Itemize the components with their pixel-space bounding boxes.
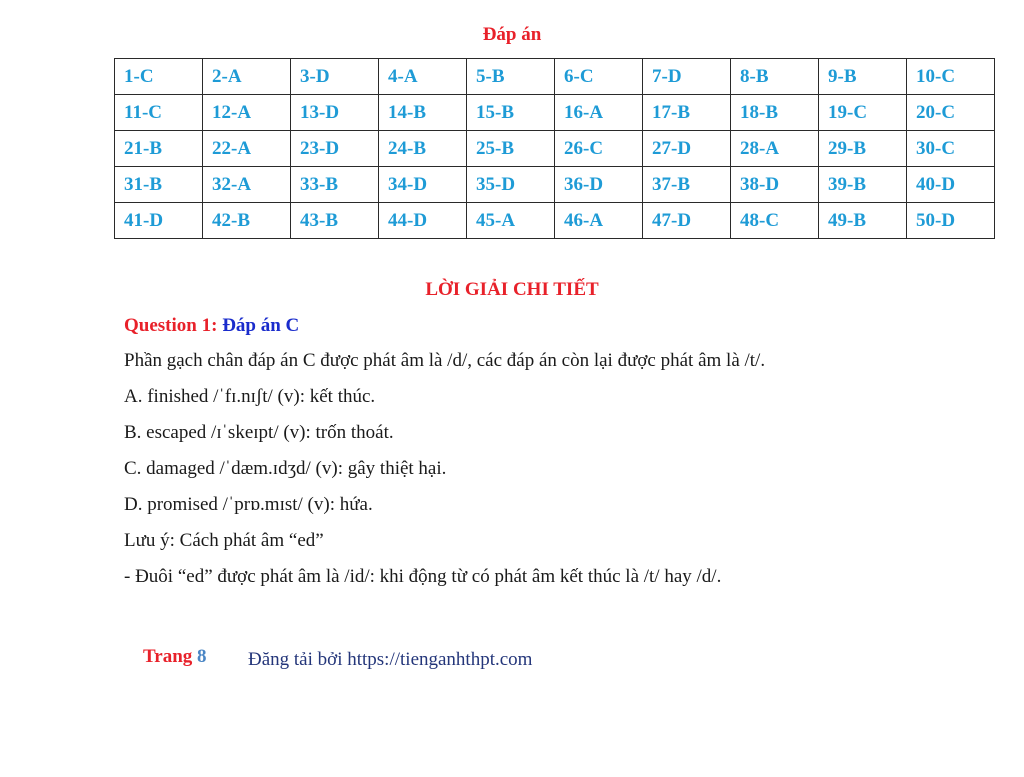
answer-cell: 37-B (643, 167, 731, 203)
answer-cell: 46-A (555, 203, 643, 239)
solution-title: LỜI GIẢI CHI TIẾT (425, 279, 599, 300)
answer-table (114, 58, 995, 239)
answer-cell: 17-B (643, 95, 731, 131)
answer-cell: 22-A (203, 131, 291, 167)
option-a-line: A. finished /ˈfɪ.nɪʃt/ (v): kết thúc. (124, 386, 376, 407)
rule-line: - Đuôi “ed” được phát âm là /id/: khi động từ có phát âm kết thúc là /t/ hay /d/. (124, 566, 722, 587)
answer-cell: 48-C (731, 203, 819, 239)
answer-cell: 6-C (555, 59, 643, 95)
answer-cell: 12-A (203, 95, 291, 131)
answer-cell: 29-B (819, 131, 907, 167)
answer-cell: 9-B (819, 59, 907, 95)
option-d-line: D. promised /ˈprɒ.mɪst/ (v): hứa. (124, 494, 373, 515)
answer-cell: 21-B (115, 131, 203, 167)
answer-cell: 3-D (291, 59, 379, 95)
page-number-value: 8 (197, 646, 207, 667)
answer-cell: 2-A (203, 59, 291, 95)
answer-cell: 40-D (907, 167, 995, 203)
answer-cell: 1-C (115, 59, 203, 95)
answer-cell: 45-A (467, 203, 555, 239)
answer-cell: 27-D (643, 131, 731, 167)
answer-cell: 19-C (819, 95, 907, 131)
answer-row (115, 203, 995, 239)
answer-cell: 47-D (643, 203, 731, 239)
answer-cell: 5-B (467, 59, 555, 95)
answer-cell: 13-D (291, 95, 379, 131)
question-answer: Đáp án C (222, 315, 300, 336)
answer-cell: 14-B (379, 95, 467, 131)
answer-cell: 7-D (643, 59, 731, 95)
answer-cell: 50-D (907, 203, 995, 239)
answer-cell: 23-D (291, 131, 379, 167)
answer-cell: 34-D (379, 167, 467, 203)
answer-cell: 36-D (555, 167, 643, 203)
answer-cell: 38-D (731, 167, 819, 203)
answer-row (115, 167, 995, 203)
answer-cell: 16-A (555, 95, 643, 131)
answer-cell: 43-B (291, 203, 379, 239)
answer-cell: 26-C (555, 131, 643, 167)
answer-cell: 33-B (291, 167, 379, 203)
answer-cell: 31-B (115, 167, 203, 203)
answer-cell: 42-B (203, 203, 291, 239)
answer-cell: 11-C (115, 95, 203, 131)
answer-cell: 35-D (467, 167, 555, 203)
note-line: Lưu ý: Cách phát âm “ed” (124, 530, 324, 551)
answer-cell: 18-B (731, 95, 819, 131)
answer-cell: 44-D (379, 203, 467, 239)
question-label: Question 1: (124, 315, 218, 336)
answer-cell: 30-C (907, 131, 995, 167)
answer-cell: 28-A (731, 131, 819, 167)
answer-key-title: Đáp án (482, 24, 542, 45)
answer-row (115, 131, 995, 167)
answer-cell: 49-B (819, 203, 907, 239)
page-label: Trang (143, 646, 193, 667)
answer-cell: 10-C (907, 59, 995, 95)
answer-cell: 4-A (379, 59, 467, 95)
option-c-line: C. damaged /ˈdæm.ɪdʒd/ (v): gây thiệt hại. (124, 458, 447, 479)
answer-cell: 8-B (731, 59, 819, 95)
answer-cell: 41-D (115, 203, 203, 239)
answer-row (115, 59, 995, 95)
explanation-line: Phần gạch chân đáp án C được phát âm là /d/, các đáp án còn lại được phát âm là /t/. (124, 350, 766, 371)
answer-cell: 39-B (819, 167, 907, 203)
answer-cell: 20-C (907, 95, 995, 131)
upload-credit: Đăng tải bởi https://tienganhthpt.com (248, 649, 533, 670)
option-b-line: B. escaped /ɪˈskeɪpt/ (v): trốn thoát. (124, 422, 394, 443)
page-number (143, 646, 207, 668)
answer-cell: 15-B (467, 95, 555, 131)
answer-row (115, 95, 995, 131)
answer-cell: 25-B (467, 131, 555, 167)
answer-cell: 24-B (379, 131, 467, 167)
question-heading (124, 315, 299, 337)
answer-cell: 32-A (203, 167, 291, 203)
